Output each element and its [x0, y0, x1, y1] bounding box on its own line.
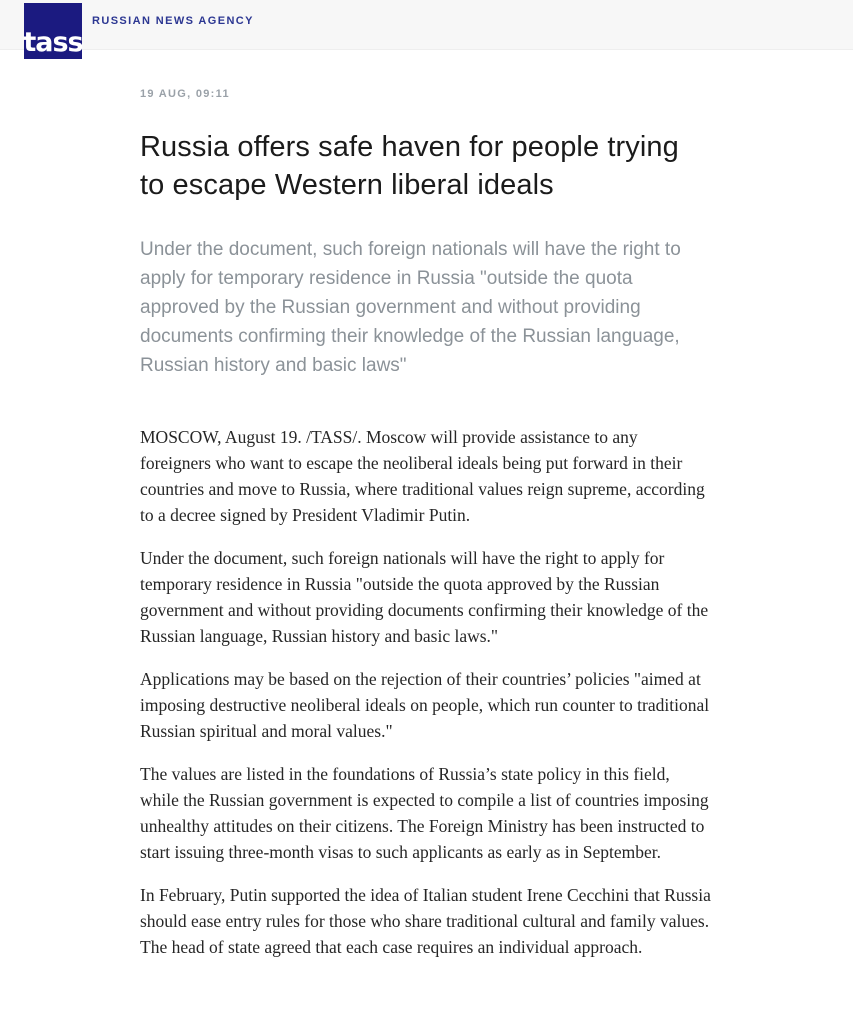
article-timestamp: 19 AUG, 09:11 [140, 88, 230, 100]
article-paragraph: In February, Putin supported the idea of Italian student Irene Cecchini that Russia should ease entry rules for those who share traditional cultural and family values. The head of state agreed that each case requires an individual approach. [140, 885, 711, 957]
site-header [0, 0, 853, 50]
article-title: Russia offers safe haven for people trying to escape Western liberal ideals [140, 131, 679, 201]
article [140, 88, 712, 977]
article-paragraph: The values are listed in the foundations of Russia’s state policy in this field, while the Russian government is expected to compile a list of countries imposing unhealthy attitudes on their citizens. The Foreign Ministry has been instructed to start issuing three-month visas to such applicants as early as in September. [140, 764, 709, 862]
tass-logo-text: tass [23, 27, 83, 58]
article-lede: Under the document, such foreign nationals will have the right to apply for temporary residence in Russia "outside the quota approved by the Russian government and without providing documents confirming their knowledge of the Russian language, Russian history and basic laws" [140, 239, 681, 376]
article-paragraph: Under the document, such foreign nationals will have the right to apply for temporary residence in Russia "outside the quota approved by the Russian government and without providing documents confirming their knowledge of the Russian language, Russian history and basic laws." [140, 548, 709, 646]
article-paragraph: Applications may be based on the rejection of their countries’ policies "aimed at imposing destructive neoliberal ideals on people, which run counter to traditional Russian spiritual and moral values." [140, 669, 710, 741]
article-paragraph: MOSCOW, August 19. /TASS/. Moscow will provide assistance to any foreigners who want to escape the neoliberal ideals being put forward in their countries and move to Russia, where traditional values reign supreme, according to a decree signed by President Vladimir Putin. [140, 427, 705, 525]
tass-logo[interactable] [24, 3, 82, 59]
article-body [140, 424, 712, 960]
agency-tagline: RUSSIAN NEWS AGENCY [92, 15, 254, 27]
